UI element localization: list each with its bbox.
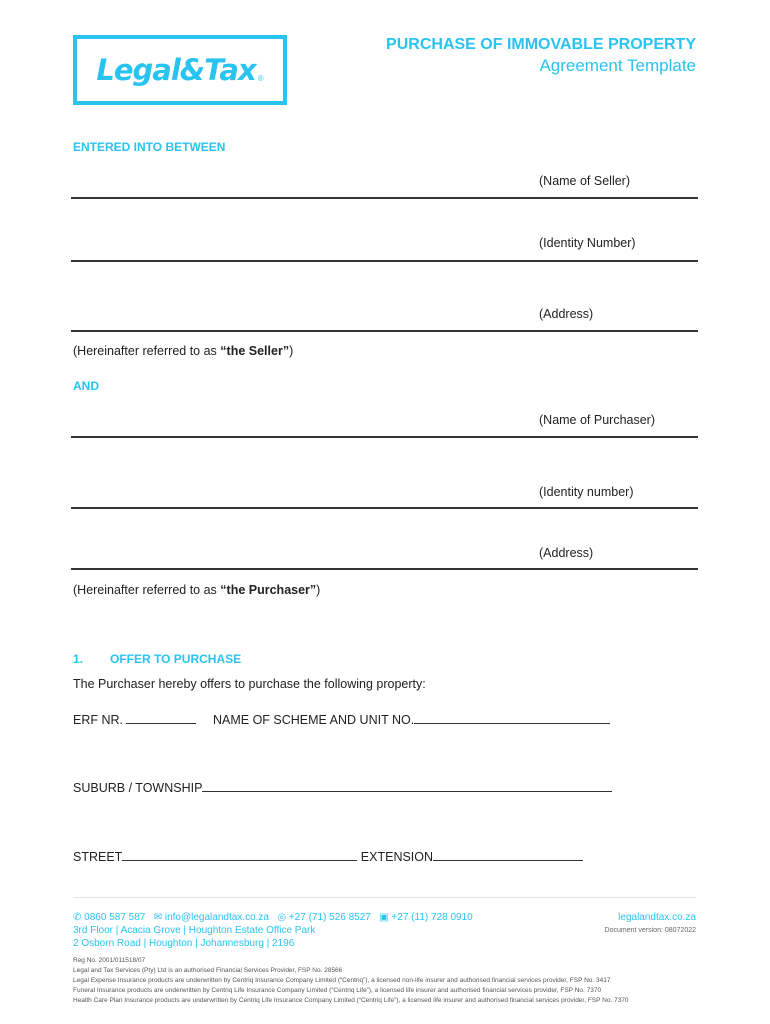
purchaser-name-label: (Name of Purchaser) [539,413,656,427]
legal-and-tax-logo [73,35,287,105]
document-subtitle: Agreement Template [539,56,696,75]
suburb-label: SUBURB / TOWNSHIP [73,781,203,795]
document-header [386,36,696,76]
footer-address-2: 2 Osborn Road | Houghton | Johannesburg | 2196 [73,938,295,949]
seller-id-line[interactable] [71,260,698,262]
suburb-field [73,779,612,795]
purchaser-reference [73,583,320,597]
ref-suffix: ) [316,583,321,597]
footer-divider [73,897,696,898]
footer-address-1: 3rd Floor | Acacia Grove | Houghton Estate Office Park [73,925,316,936]
seller-name-line[interactable] [71,197,698,199]
entered-into-between-heading: ENTERED INTO BETWEEN [73,140,226,154]
footer-email[interactable]: info@legalandtax.co.za [164,912,269,923]
purchaser-id-label: (Identity number) [539,485,634,499]
extension-label: EXTENSION [360,850,434,864]
legal-line: Reg No. 2001/011518/07 [73,957,146,964]
footer-legal [73,956,629,1006]
whatsapp-icon: ◎ [277,912,287,923]
ref-suffix: ) [289,344,294,358]
street-blank[interactable] [122,848,357,861]
seller-id-label: (Identity Number) [539,236,636,250]
seller-reference [73,344,293,358]
email-icon: ✉ [153,912,163,923]
section-1-intro: The Purchaser hereby offers to purchase the following property: [73,677,426,691]
extension-blank[interactable] [433,848,583,861]
street-field [73,848,583,864]
footer-website[interactable]: legalandtax.co.za [618,912,696,923]
ref-bold: “the Purchaser” [220,583,317,597]
purchaser-address-line[interactable] [71,568,698,570]
erf-field [73,711,196,727]
purchaser-address-label: (Address) [539,546,594,560]
ref-text: (Hereinafter referred to as [73,344,221,358]
registered-mark: ® [257,73,264,83]
legal-line: Health Care Plan Insurance products are underwritten by Centriq Life Insurance Company Limited (“Centriq Life”), a licensed life insurer and authorised financial services provider, FSP No. 7370 [73,997,629,1004]
purchaser-name-line[interactable] [71,436,698,438]
erf-label: ERF NR. [73,713,123,727]
ref-bold: “the Seller” [220,344,290,358]
section-1-heading: OFFER TO PURCHASE [110,652,242,666]
seller-address-label: (Address) [539,307,594,321]
seller-name-label: (Name of Seller) [539,174,630,188]
legal-line: Legal Expense Insurance products are underwritten by Centriq Insurance Company Limited (“Centriq”), a licensed non-life insurer and authorised financial services provider, FSP No. 3417 [73,977,611,984]
purchaser-id-line[interactable] [71,507,698,509]
erf-blank[interactable] [126,711,196,724]
legal-line: Funeral Insurance products are underwritten by Centriq Life Insurance Company Limited (“Centriq Life”), a licensed life insurer and authorised financial services provider, FSP No. 7370 [73,987,602,994]
fax-icon: ▣ [379,912,389,923]
scheme-blank[interactable] [414,711,610,724]
footer-phone[interactable]: 0860 587 587 [84,912,146,923]
document-title: PURCHASE OF IMMOVABLE PROPERTY [386,36,696,53]
footer-fax[interactable]: +27 (11) 728 0910 [391,912,473,923]
scheme-label: NAME OF SCHEME AND UNIT NO. [213,713,415,727]
legal-line: Legal and Tax Services (Pty) Ltd is an authorised Financial Services Provider, FSP No. 28566 [73,967,343,974]
logo-text: Legal&Tax [96,53,256,87]
footer-whatsapp[interactable]: +27 (71) 526 8527 [288,912,371,923]
footer-contacts [73,911,473,950]
street-label: STREET [73,850,123,864]
phone-icon: ✆ [73,912,82,923]
scheme-field [213,711,610,727]
and-heading: AND [73,379,99,393]
seller-address-line[interactable] [71,330,698,332]
ref-text: (Hereinafter referred to as [73,583,221,597]
suburb-blank[interactable] [202,779,612,792]
footer-right [605,911,696,937]
section-1-number: 1. [73,652,84,666]
document-version: Document version: 08072022 [604,927,696,934]
